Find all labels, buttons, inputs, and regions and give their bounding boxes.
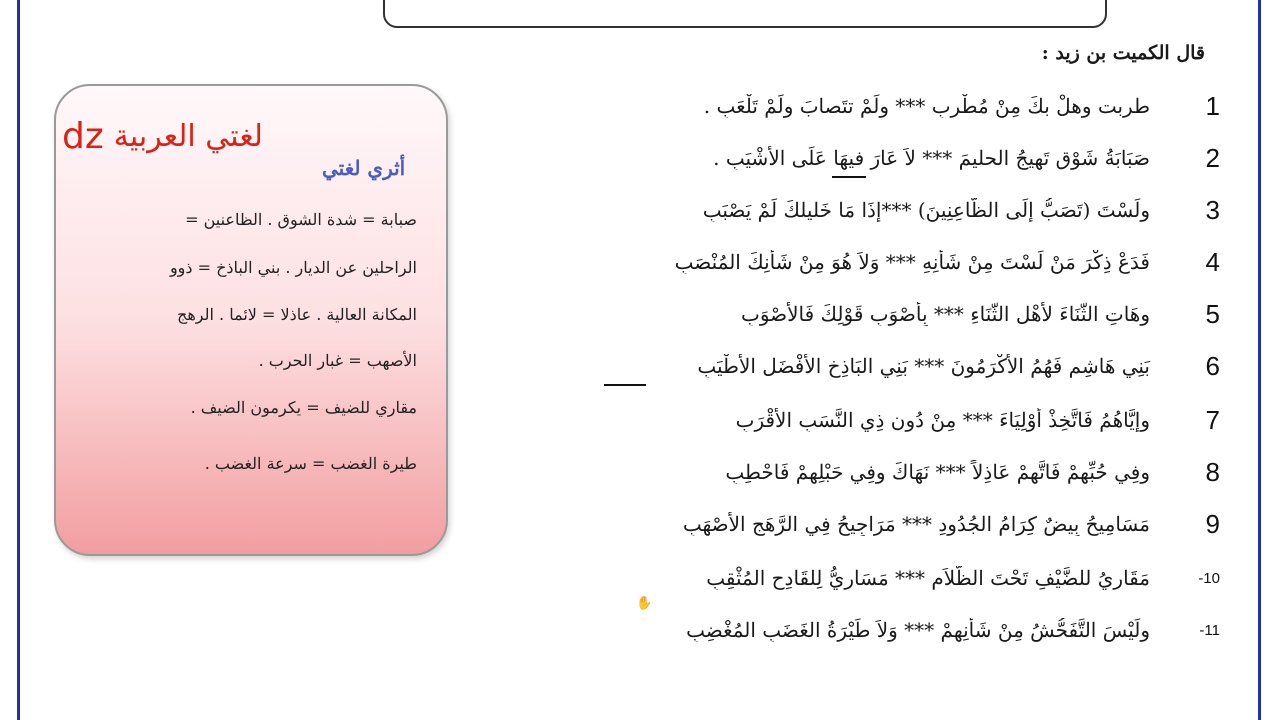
verse-number: -10 — [1198, 569, 1220, 587]
verse-text: فَدَعْ ذِكْرَ مَنْ لَسْتَ مِنْ شَأْنِهِ *** وَلاَ هُوَ مِنْ شَأْنِكَ المُنْصَبِ — [674, 250, 1150, 274]
verse-text: بَنِي هَاشِمٍ فَهُمُ الأَكْرَمُونَ *** بَنِي البَاذِخِ الأَفْضَلِ الأَطْيَبِ — [697, 354, 1150, 378]
verse-text: وإيَّاهُمُ فَاتَّخِذْ أوْلِيَاءَ *** مِنْ دُونِ ذِي النَّسَبِ الأَقْرَبِ — [735, 408, 1150, 432]
verse-line — [560, 558, 1220, 598]
verse-text: صَبَابَةُ شَوْقٍ تَهِيجُ الحليمَ *** لاَ عَارَ فيهَا عَلَى الأشْيَبِ . — [713, 146, 1150, 170]
verse-line — [560, 610, 1220, 650]
page-border-right — [1258, 0, 1261, 720]
page-border-left — [17, 0, 20, 720]
gloss-line: الأصهب = غبار الحرب . — [258, 351, 417, 370]
gloss-line: المكانة العالية . عاذلا = لائما . الرهج — [177, 305, 417, 324]
verse-line — [560, 138, 1220, 178]
top-frame-box — [383, 0, 1107, 28]
verse-number: 1 — [1205, 90, 1220, 121]
verse-line — [560, 400, 1220, 440]
verse-number: 3 — [1205, 194, 1220, 225]
verse-text: مَسَامِيحُ بِيضٌ كِرَامُ الجُدُودِ *** مَرَاجِيحُ فِي الرَّهَجِ الأَصْهَبِ — [682, 512, 1150, 536]
verse-number: 2 — [1205, 142, 1220, 173]
verse-number: 5 — [1205, 298, 1220, 329]
verse-text: وهَاتِ الثَّنَاءَ لأَهْلِ الثَّنَاءِ *** بِأَصْوَبِ قَوْلِكَ فَالأَصْوَبِ — [740, 302, 1150, 326]
verse-number: 8 — [1205, 456, 1220, 487]
word-underline — [604, 384, 646, 386]
verse-text: طربت وهلْ بكَ مِنْ مُطْرِبِ *** ولَمْ تتَصابَ ولَمْ تَلْعَبِ . — [703, 94, 1150, 118]
verse-number: 9 — [1205, 508, 1220, 539]
verse-text: وفِي حُبِّهِمْ فَاتَّهِمْ عَاذِلاً *** نَهَاكَ وفِي حَبْلِهِمْ فَاحْطِبِ — [725, 460, 1150, 484]
verse-number: 6 — [1205, 350, 1220, 381]
verse-line — [560, 242, 1220, 282]
verse-line — [560, 190, 1220, 230]
gloss-line: طيرة الغضب = سرعة الغضب . — [204, 454, 417, 473]
verse-number: -11 — [1199, 621, 1220, 639]
card-title: أثري لغتي — [322, 156, 406, 180]
gloss-line: الراحلين عن الديار . بني الباذخ = ذوو — [169, 258, 417, 277]
verse-line — [560, 504, 1220, 544]
watermark — [62, 116, 263, 157]
intro-heading: قال الكميت بن زيد : — [1041, 42, 1205, 64]
verse-line — [560, 346, 1220, 386]
verse-text: ولَسْتَ (تَصَبُّ إلَى الظَّاعِنِينَ) ***إذَا مَا خَليلكَ لَمْ يَصْبَبِ — [702, 198, 1150, 222]
verse-text: ولَيْسَ التَّفَحُّشُ مِنْ شَأْنِهِمْ *** وَلاَ طَيْرَةُ الغَضَبِ المُغْضِبِ — [686, 618, 1150, 642]
verse-text: مَقَارِيُ للضَّيْفِ تَحْتَ الظَّلاَمِ *** مَسَارِيُّ لِلقَادِحِ المُثْقِبِ — [706, 566, 1150, 590]
hand-cursor-icon: ✋ — [636, 596, 653, 611]
verse-number: 7 — [1205, 404, 1220, 435]
verse-line — [560, 86, 1220, 126]
watermark-latin: dz — [62, 116, 104, 157]
verse-line — [560, 294, 1220, 334]
verse-line — [560, 452, 1220, 492]
verse-number: 4 — [1205, 246, 1220, 277]
gloss-line: مقاري للضيف = يكرمون الضيف . — [190, 398, 417, 417]
watermark-arabic: لغتي العربية — [113, 119, 263, 154]
gloss-line: صبابة = شدة الشوق . الظاعنين = — [185, 210, 417, 229]
word-underline — [832, 176, 866, 178]
